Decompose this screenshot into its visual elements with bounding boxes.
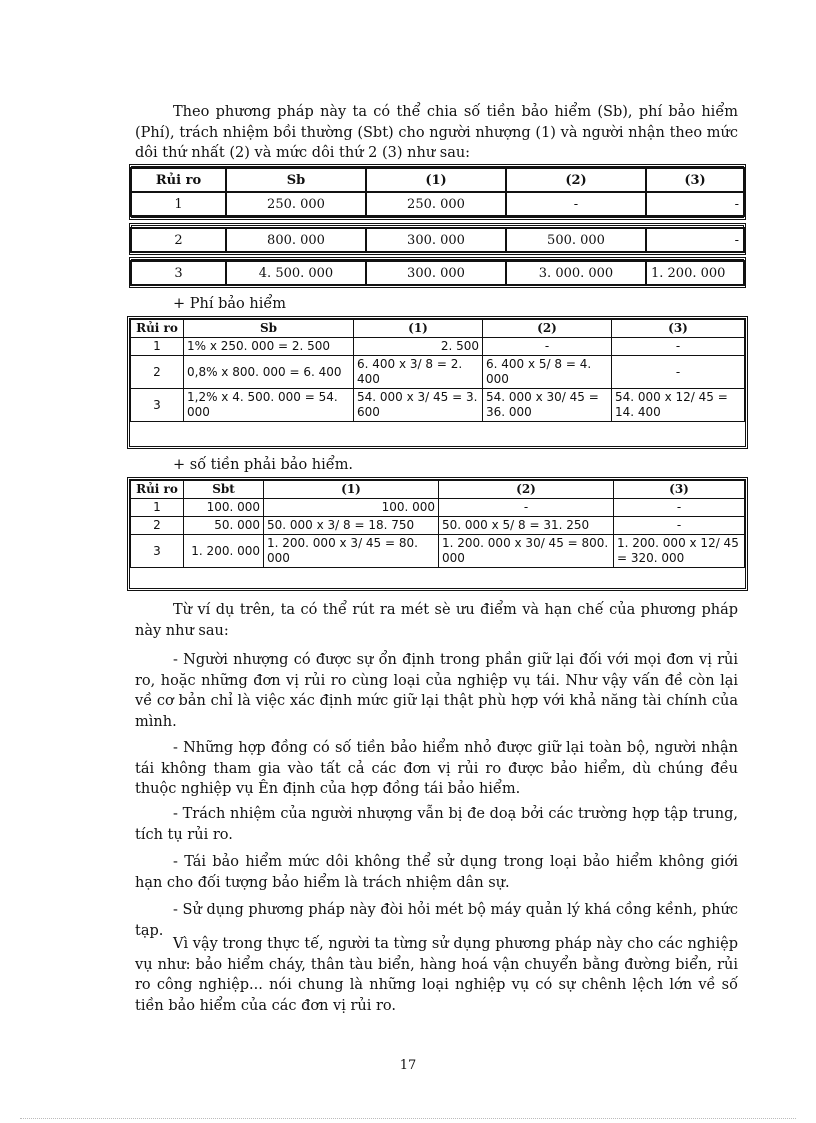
cell: - (612, 338, 745, 356)
col-header: (2) (439, 481, 614, 499)
table-row (131, 261, 744, 285)
cell: - (646, 192, 744, 216)
cell: 2 (131, 356, 184, 389)
cell: - (439, 499, 614, 517)
cell: 1 (131, 338, 184, 356)
cell: 100. 000 (184, 499, 264, 517)
cell: - (483, 338, 612, 356)
col-header: (3) (612, 320, 745, 338)
col-header: (2) (483, 320, 612, 338)
cell: 300. 000 (366, 228, 506, 252)
col-header: Rủi ro (131, 320, 184, 338)
cell: 50. 000 (184, 517, 264, 535)
table-row (131, 192, 744, 216)
col-header: (1) (264, 481, 439, 499)
table-row (131, 517, 745, 535)
col-header: (1) (366, 168, 506, 192)
cell: 1% x 250. 000 = 2. 500 (184, 338, 354, 356)
col-header: (1) (354, 320, 483, 338)
cell: 300. 000 (366, 261, 506, 285)
cell: 6. 400 x 3/ 8 = 2. 400 (354, 356, 483, 389)
cell: 800. 000 (226, 228, 366, 252)
body-paragraph: - Người nhượng có được sự ổn định trong phần giữ lại đối với mọi đơn vị rủi ro, hoặc những đơn vị rủi ro cùng loại của nghiệp vụ tái. Như vậy vấn đề còn lại về cơ bản chỉ là việc xác định mức giữ lại thật phù hợp với khả năng tài chính của mình. (135, 652, 738, 730)
table-row (131, 356, 745, 389)
col-header: (3) (614, 481, 745, 499)
table-row (131, 535, 745, 568)
cell: 1. 200. 000 x 30/ 45 = 800. 000 (439, 535, 614, 568)
cell: 50. 000 x 3/ 8 = 18. 750 (264, 517, 439, 535)
body-paragraph: - Những hợp đồng có số tiền bảo hiểm nhỏ được giữ lại toàn bộ, người nhận tái không tham gia vào tất cả các đơn vị rủi ro được bảo hiểm, dù chúng đều thuộc nghiệp vụ Ên định của hợp đồng tái bảo hiểm. (135, 740, 738, 797)
cell: 4. 500. 000 (226, 261, 366, 285)
col-header: Sbt (184, 481, 264, 499)
section-heading-claim: + số tiền phải bảo hiểm. (173, 457, 354, 473)
table-header-row (131, 481, 745, 499)
cell: 3 (131, 535, 184, 568)
cell: 0,8% x 800. 000 = 6. 400 (184, 356, 354, 389)
cell: 2 (131, 517, 184, 535)
cell: 1. 200. 000 (184, 535, 264, 568)
col-header: Rủi ro (131, 481, 184, 499)
body-paragraph: Vì vậy trong thực tế, người ta từng sử dụng phương pháp này cho các nghiệp vụ như: bảo hiểm cháy, thân tàu biển, hàng hoá vận chuyển bằng đường biển, rủi ro công nghiệp... nói chung là những loại nghiệp vụ có sự chênh lệch lớn về số tiền bảo hiểm của các đơn vị rủi ro. (135, 936, 738, 1014)
cell: 1. 200. 000 x 12/ 45 = 320. 000 (614, 535, 745, 568)
cell: - (614, 499, 745, 517)
table-row (131, 499, 745, 517)
body-paragraph: Từ ví dụ trên, ta có thể rút ra mét sè ưu điểm và hạn chế của phương pháp này như sau: (135, 602, 738, 639)
cell: 54. 000 x 3/ 45 = 3. 600 (354, 389, 483, 422)
col-header: Rủi ro (131, 168, 226, 192)
footer-divider (20, 1118, 796, 1119)
table-row (131, 228, 744, 252)
cell: 3. 000. 000 (506, 261, 646, 285)
cell: 1. 200. 000 (646, 261, 744, 285)
intro-paragraph: Theo phương pháp này ta có thể chia số tiền bảo hiểm (Sb), phí bảo hiểm (Phí), trách nhiệm bồi thường (Sbt) cho người nhượng (1) và người nhận theo mức dôi thứ nhất (2) và mức dôi thứ 2 (3) như sau: (135, 104, 738, 161)
cell: 1 (131, 499, 184, 517)
col-header: Sb (226, 168, 366, 192)
cell: 1,2% x 4. 500. 000 = 54. 000 (184, 389, 354, 422)
cell: 2 (131, 228, 226, 252)
table-row (131, 338, 745, 356)
cell: 2. 500 (354, 338, 483, 356)
table-sum-insured (130, 167, 745, 217)
cell: 3 (131, 261, 226, 285)
table-sum-insured-row2 (130, 227, 745, 253)
page-number: 17 (399, 1058, 417, 1073)
body-paragraph: - Sử dụng phương pháp này đòi hỏi mét bộ máy quản lý khá cồng kềnh, phức tạp. (135, 902, 738, 939)
cell: 50. 000 x 5/ 8 = 31. 250 (439, 517, 614, 535)
table-premium (130, 319, 745, 422)
cell: 250. 000 (226, 192, 366, 216)
cell: - (506, 192, 646, 216)
body-paragraph: - Trách nhiệm của người nhượng vẫn bị đe doạ bởi các trường hợp tập trung, tích tụ rủi ro. (135, 806, 738, 843)
table-row (131, 389, 745, 422)
table-sum-insured-row3 (130, 260, 745, 286)
cell: 1. 200. 000 x 3/ 45 = 80. 000 (264, 535, 439, 568)
col-header: (2) (506, 168, 646, 192)
table-claims (130, 480, 745, 568)
table-header-row (131, 168, 744, 192)
cell: 500. 000 (506, 228, 646, 252)
cell: - (646, 228, 744, 252)
body-paragraph: - Tái bảo hiểm mức dôi không thể sử dụng trong loại bảo hiểm không giới hạn cho đối tượng bảo hiểm là trách nhiệm dân sự. (135, 854, 738, 891)
cell: - (612, 356, 745, 389)
cell: 250. 000 (366, 192, 506, 216)
cell: 54. 000 x 12/ 45 = 14. 400 (612, 389, 745, 422)
section-heading-fee: + Phí bảo hiểm (173, 296, 287, 312)
cell: 3 (131, 389, 184, 422)
cell: 1 (131, 192, 226, 216)
table-header-row (131, 320, 745, 338)
cell: 54. 000 x 30/ 45 = 36. 000 (483, 389, 612, 422)
cell: - (614, 517, 745, 535)
col-header: (3) (646, 168, 744, 192)
cell: 100. 000 (264, 499, 439, 517)
col-header: Sb (184, 320, 354, 338)
cell: 6. 400 x 5/ 8 = 4. 000 (483, 356, 612, 389)
